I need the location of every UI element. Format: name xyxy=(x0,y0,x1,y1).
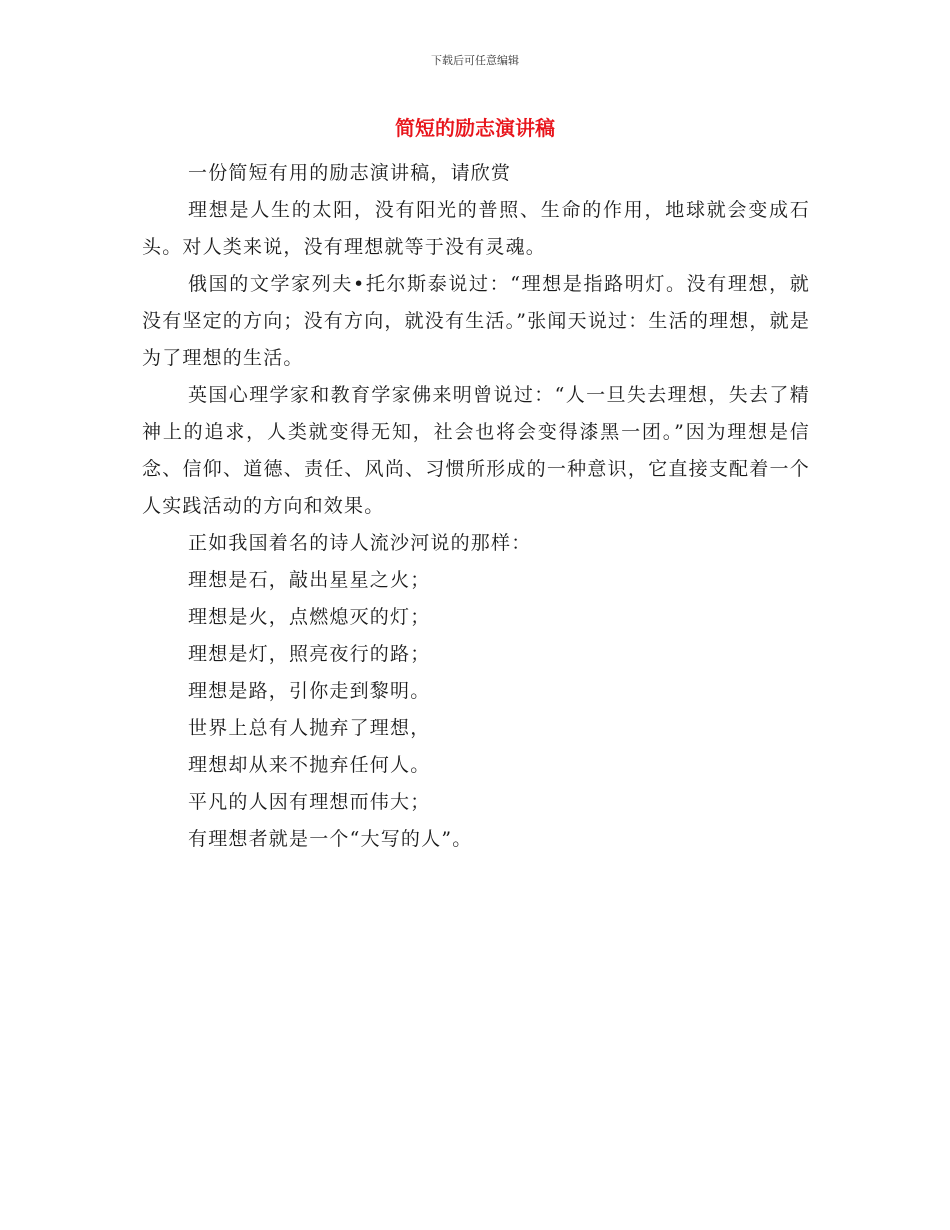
poem-line: 有理想者就是一个“大写的人”。 xyxy=(188,828,473,850)
page-header: 下载后可任意编辑 xyxy=(431,54,519,67)
paragraph-sun: 理想是人生的太阳，没有阳光的普照、生命的作用，地球就会变成石头。对人类来说，没有理想就等于没有灵魂。 xyxy=(142,199,810,258)
poem-line: 理想是石，敲出星星之火； xyxy=(188,569,431,591)
paragraph-poem-intro: 正如我国着名的诗人流沙河说的那样： xyxy=(188,532,532,554)
poem-line: 理想是路，引你走到黎明。 xyxy=(188,680,431,702)
paragraph-tolstoy: 俄国的文学家列夫•托尔斯泰说过：“理想是指路明灯。没有理想，就没有坚定的方向；没有方向，就没有生活。”张闻天说过：生活的理想，就是为了理想的生活。 xyxy=(142,273,811,369)
paragraph-fleming: 英国心理学家和教育学家佛来明曾说过：“人一旦失去理想，失去了精神上的追求，人类就变得无知，社会也将会变得漆黑一团。”因为理想是信念、信仰、道德、责任、风尚、习惯所形成的一种意识，它直接支配着一个人实践活动的方向和效果。 xyxy=(142,384,810,517)
document-body xyxy=(142,155,810,858)
poem-line: 世界上总有人抛弃了理想， xyxy=(188,717,431,739)
poem-line: 理想是灯，照亮夜行的路； xyxy=(188,643,431,665)
poem-line: 理想是火，点燃熄灭的灯； xyxy=(188,606,431,628)
poem-line: 平凡的人因有理想而伟大； xyxy=(188,791,431,813)
document-title: 简短的励志演讲稿 xyxy=(395,116,555,140)
poem-line: 理想却从来不抛弃任何人。 xyxy=(188,754,431,776)
paragraph-intro: 一份简短有用的励志演讲稿，请欣赏 xyxy=(188,162,512,184)
